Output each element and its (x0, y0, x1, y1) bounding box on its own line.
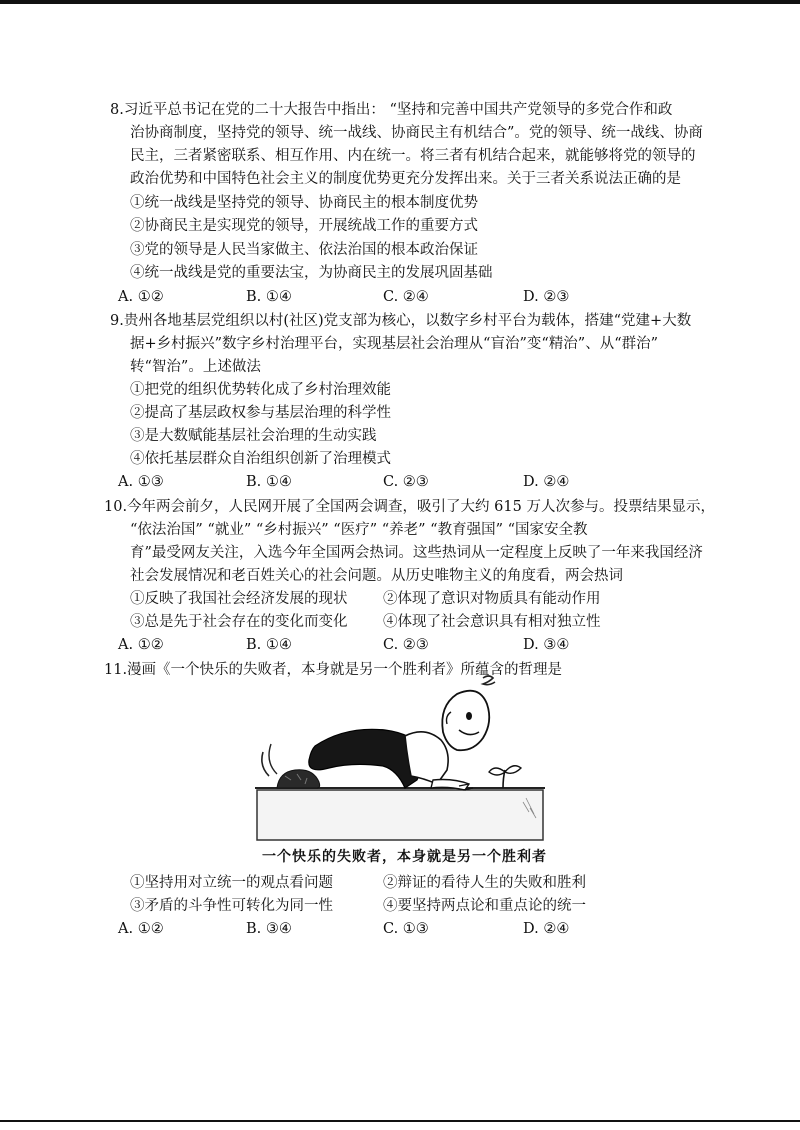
q10-statement-3: ③总是先于社会存在的变化而变化 (130, 614, 348, 630)
q8-option-b[interactable]: B. ①④ (246, 289, 292, 305)
q10-stem-line: 育”最受网友关注，入选今年全国两会热词。这些热词从一定程度上反映了一年来我国经济 (130, 545, 703, 561)
q10-stem-line: 社会发展情况和老百姓关心的社会问题。从历史唯物主义的角度看，两会热词 (130, 568, 623, 584)
q8-statement-1: ①统一战线是坚持党的领导、协商民主的根本制度优势 (130, 195, 478, 211)
q8-stem-line: 8.习近平总书记在党的二十大报告中指出： “坚持和完善中国共产党领导的多党合作和政 (110, 102, 673, 118)
bottom-border (0, 1120, 800, 1122)
q11-option-c[interactable]: C. ①③ (383, 921, 429, 937)
q8-stem-line: 民主，三者紧密联系、相互作用、内在统一。将三者有机结合起来，就能够将党的领导的 (130, 148, 696, 164)
top-border (0, 0, 800, 4)
q8-statement-3: ③党的领导是人民当家做主、依法治国的根本政治保证 (130, 242, 478, 258)
q11-stem-line: 11.漫画《一个快乐的失败者，本身就是另一个胜利者》所蕴含的哲理是 (104, 662, 563, 678)
q9-option-d[interactable]: D. ②④ (523, 474, 570, 490)
cartoon-caption: 一个快乐的失败者，本身就是另一个胜利者 (262, 849, 547, 865)
q10-option-a[interactable]: A. ①② (118, 637, 164, 653)
q9-statement-2: ②提高了基层政权参与基层治理的科学性 (130, 405, 391, 421)
q9-stem-line: 转“智治”。上述做法 (130, 359, 261, 375)
q8-option-a[interactable]: A. ①② (118, 289, 164, 305)
q8-stem-line: 治协商制度，坚持党的领导、统一战线、协商民主有机结合”。党的领导、统一战线、协商 (130, 125, 703, 141)
q10-option-c[interactable]: C. ②③ (383, 637, 429, 653)
q9-option-b[interactable]: B. ①④ (246, 474, 292, 490)
q9-statement-4: ④依托基层群众自治组织创新了治理模式 (130, 451, 391, 467)
q9-option-c[interactable]: C. ②③ (383, 474, 429, 490)
q11-statement-2: ②辩证的看待人生的失败和胜利 (383, 875, 586, 891)
cartoon-image (255, 672, 547, 844)
q9-stem-line: 据+乡村振兴”数字乡村治理平台，实现基层社会治理从“盲治”变“精治”、从“群治” (130, 336, 659, 352)
q8-statement-2: ②协商民主是实现党的领导，开展统战工作的重要方式 (130, 218, 478, 234)
q8-option-d[interactable]: D. ②③ (523, 289, 570, 305)
q8-option-c[interactable]: C. ②④ (383, 289, 429, 305)
q11-option-b[interactable]: B. ③④ (246, 921, 292, 937)
q9-statement-3: ③是大数赋能基层社会治理的生动实践 (130, 428, 377, 444)
q10-option-b[interactable]: B. ①④ (246, 637, 292, 653)
q10-statement-2: ②体现了意识对物质具有能动作用 (383, 591, 601, 607)
q11-option-a[interactable]: A. ①② (118, 921, 164, 937)
q9-stem-line: 9.贵州各地基层党组织以村(社区)党支部为核心，以数字乡村平台为载体，搭建“党建+大数 (110, 313, 692, 329)
q11-statement-3: ③矛盾的斗争性可转化为同一性 (130, 898, 333, 914)
q9-option-a[interactable]: A. ①③ (118, 474, 164, 490)
q11-option-d[interactable]: D. ②④ (523, 921, 570, 937)
q10-statement-4: ④体现了社会意识具有相对独立性 (383, 614, 601, 630)
q10-stem-line: 10.今年两会前夕，人民网开展了全国两会调查，吸引了大约 615 万人次参与。投票结果显示， (104, 499, 715, 515)
q10-option-d[interactable]: D. ③④ (523, 637, 570, 653)
q10-stem-line: “依法治国” “就业” “乡村振兴” “医疗” “养老” “教育强国” “国家安全教 (130, 522, 588, 538)
q11-statement-4: ④要坚持两点论和重点论的统一 (383, 898, 586, 914)
q10-statement-1: ①反映了我国社会经济发展的现状 (130, 591, 348, 607)
q8-stem-line: 政治优势和中国特色社会主义的制度优势更充分发挥出来。关于三者关系说法正确的是 (130, 171, 681, 187)
q11-statement-1: ①坚持用对立统一的观点看问题 (130, 875, 333, 891)
q8-statement-4: ④统一战线是党的重要法宝，为协商民主的发展巩固基础 (130, 265, 493, 281)
q9-statement-1: ①把党的组织优势转化成了乡村治理效能 (130, 382, 391, 398)
